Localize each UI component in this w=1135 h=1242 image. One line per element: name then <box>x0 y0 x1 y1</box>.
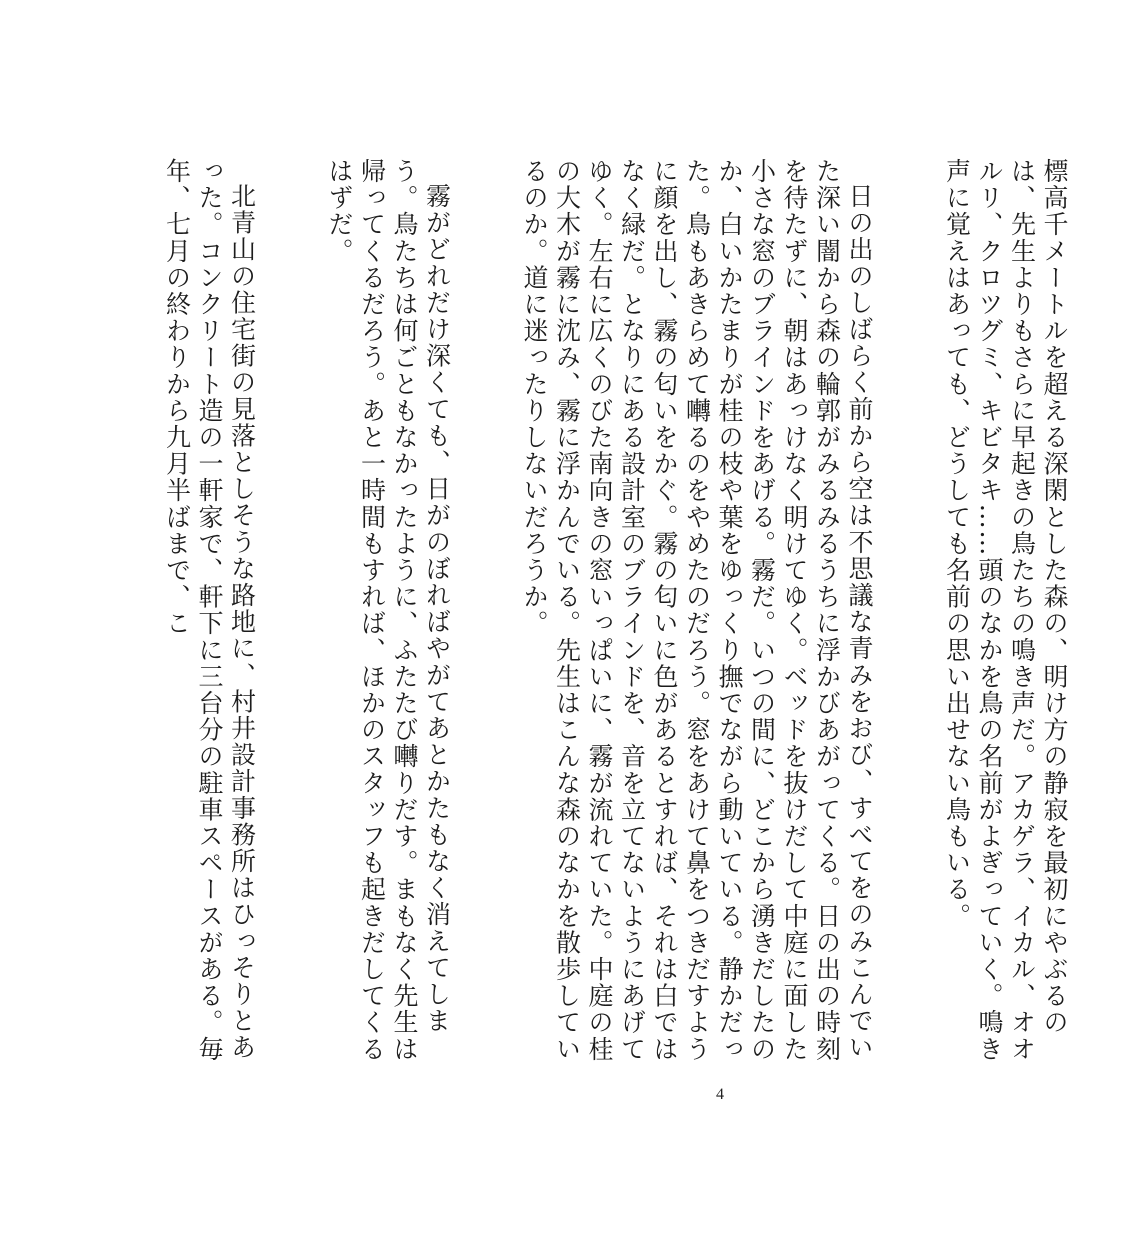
paragraph-1: 標高千メートルを超える深閑とした森の、明け方の静寂を最初にやぶるのは、先生よりもさらに早起きの鳥たちの鳴き声だ。アカゲラ、イカル、オオルリ、クロツグミ、キビタキ……頭のなかを鳥の名前がよぎっていく。鳴き声に覚えはあっても、どうしても名前の思い出せない鳥もいる。 <box>942 158 1069 1063</box>
paragraph-2: 日の出のしばらく前から空は不思議な青みをおび、すべてをのみこんでいた深い闇から森の輪郭がみるみるうちに浮かびあがってくる。日の出の時刻を待たずに、朝はあっけなく明けてゆく。ベッドを抜けだして中庭に面した小さな窓のブラインドをあげる。霧だ。いつの間に、どこから湧きだしたのか、白いかたまりが桂の枝や葉をゆっくり撫でながら動いている。静かだった。鳥もあきらめて囀るのをやめたのだろう。窓をあけて鼻をつきだすように顔を出し、霧の匂いをかぐ。霧の匂いに色があるとすれば、それは白ではなく緑だ。となりにある設計室のブラインドを、音を立てないようにあげてゆく。左右に広くのびた南向きの窓いっぱいに、霧が流れていた。中庭の桂の大木が霧に沈み、霧に浮かんでいる。先生はこんな森のなかを散歩しているのか。道に迷ったりしないだろうか。 <box>520 158 874 1063</box>
page-number: 4 <box>716 1086 724 1103</box>
paragraph-4: 北青山の住宅街の見落としそうな路地に、村井設計事務所はひっそりとあった。コンクリート造の一軒家で、軒下に三台分の駐車スペースがある。毎年、七月の終わりから九月半ばまで、こ <box>162 158 257 1063</box>
vertical-text-block <box>95 158 1069 1078</box>
paragraph-3: 霧がどれだけ深くても、日がのぼればやがてあとかたもなく消えてしまう。鳥たちは何ごともなかったように、ふたたび囀りだす。まもなく先生は帰ってくるだろう。あと一時間もすれば、ほかのスタッフも起きだしてくるはずだ。 <box>325 158 452 1063</box>
body-text <box>95 158 1135 1078</box>
